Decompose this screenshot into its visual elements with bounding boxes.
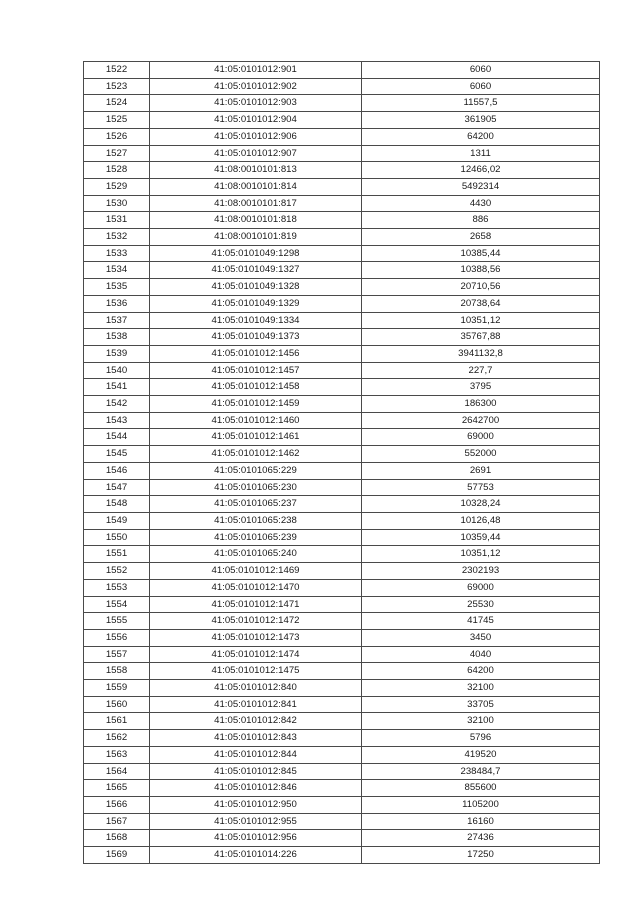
cadastral-number-cell: 41:05:0101012:1459 <box>150 396 362 413</box>
cadastral-number-cell: 41:05:0101065:237 <box>150 496 362 513</box>
value-cell: 186300 <box>362 396 600 413</box>
cadastral-number-cell: 41:05:0101012:1469 <box>150 563 362 580</box>
value-cell: 35767,88 <box>362 329 600 346</box>
value-cell: 25530 <box>362 596 600 613</box>
cadastral-number-cell: 41:05:0101012:955 <box>150 813 362 830</box>
row-number-cell: 1544 <box>84 429 150 446</box>
value-cell: 10359,44 <box>362 529 600 546</box>
value-cell: 2642700 <box>362 412 600 429</box>
cadastral-number-cell: 41:05:0101012:843 <box>150 730 362 747</box>
cadastral-table <box>83 61 600 864</box>
table-row <box>84 62 600 79</box>
value-cell: 361905 <box>362 112 600 129</box>
cadastral-number-cell: 41:05:0101012:904 <box>150 112 362 129</box>
row-number-cell: 1547 <box>84 479 150 496</box>
cadastral-number-cell: 41:05:0101012:903 <box>150 95 362 112</box>
row-number-cell: 1538 <box>84 329 150 346</box>
value-cell: 69000 <box>362 429 600 446</box>
row-number-cell: 1536 <box>84 295 150 312</box>
row-number-cell: 1529 <box>84 178 150 195</box>
table-row <box>84 446 600 463</box>
table-row <box>84 763 600 780</box>
row-number-cell: 1561 <box>84 713 150 730</box>
cadastral-number-cell: 41:05:0101012:1462 <box>150 446 362 463</box>
table-row <box>84 379 600 396</box>
row-number-cell: 1566 <box>84 796 150 813</box>
row-number-cell: 1559 <box>84 680 150 697</box>
row-number-cell: 1531 <box>84 212 150 229</box>
cadastral-number-cell: 41:05:0101012:1474 <box>150 646 362 663</box>
table-row <box>84 496 600 513</box>
cadastral-number-cell: 41:05:0101049:1328 <box>150 279 362 296</box>
value-cell: 57753 <box>362 479 600 496</box>
value-cell: 4430 <box>362 195 600 212</box>
value-cell: 3795 <box>362 379 600 396</box>
cadastral-number-cell: 41:05:0101012:1456 <box>150 345 362 362</box>
table-row <box>84 713 600 730</box>
row-number-cell: 1526 <box>84 128 150 145</box>
table-body <box>84 62 600 864</box>
row-number-cell: 1550 <box>84 529 150 546</box>
row-number-cell: 1546 <box>84 462 150 479</box>
value-cell: 20710,56 <box>362 279 600 296</box>
row-number-cell: 1555 <box>84 613 150 630</box>
table-row <box>84 830 600 847</box>
table-row <box>84 546 600 563</box>
row-number-cell: 1533 <box>84 245 150 262</box>
cadastral-number-cell: 41:05:0101012:840 <box>150 680 362 697</box>
row-number-cell: 1527 <box>84 145 150 162</box>
row-number-cell: 1530 <box>84 195 150 212</box>
value-cell: 6060 <box>362 78 600 95</box>
table-row <box>84 746 600 763</box>
cadastral-number-cell: 41:05:0101012:1470 <box>150 579 362 596</box>
cadastral-number-cell: 41:08:0010101:819 <box>150 229 362 246</box>
row-number-cell: 1563 <box>84 746 150 763</box>
table-row <box>84 78 600 95</box>
value-cell: 5492314 <box>362 178 600 195</box>
table-row <box>84 162 600 179</box>
table-row <box>84 529 600 546</box>
table-row <box>84 345 600 362</box>
value-cell: 5796 <box>362 730 600 747</box>
cadastral-number-cell: 41:05:0101065:239 <box>150 529 362 546</box>
table-row <box>84 730 600 747</box>
cadastral-number-cell: 41:05:0101012:906 <box>150 128 362 145</box>
table-row <box>84 780 600 797</box>
cadastral-number-cell: 41:05:0101012:1475 <box>150 663 362 680</box>
cadastral-number-cell: 41:05:0101012:956 <box>150 830 362 847</box>
row-number-cell: 1539 <box>84 345 150 362</box>
table-row <box>84 663 600 680</box>
row-number-cell: 1564 <box>84 763 150 780</box>
value-cell: 552000 <box>362 446 600 463</box>
value-cell: 10351,12 <box>362 546 600 563</box>
table-row <box>84 462 600 479</box>
table-row <box>84 512 600 529</box>
value-cell: 10388,56 <box>362 262 600 279</box>
value-cell: 32100 <box>362 680 600 697</box>
value-cell: 64200 <box>362 663 600 680</box>
table-row <box>84 613 600 630</box>
value-cell: 2691 <box>362 462 600 479</box>
table-row <box>84 596 600 613</box>
cadastral-number-cell: 41:05:0101049:1298 <box>150 245 362 262</box>
row-number-cell: 1567 <box>84 813 150 830</box>
table-row <box>84 646 600 663</box>
value-cell: 886 <box>362 212 600 229</box>
cadastral-number-cell: 41:05:0101012:845 <box>150 763 362 780</box>
row-number-cell: 1551 <box>84 546 150 563</box>
row-number-cell: 1549 <box>84 512 150 529</box>
cadastral-number-cell: 41:05:0101049:1334 <box>150 312 362 329</box>
table-row <box>84 680 600 697</box>
table-row <box>84 279 600 296</box>
value-cell: 3941132,8 <box>362 345 600 362</box>
table-row <box>84 212 600 229</box>
cadastral-number-cell: 41:08:0010101:818 <box>150 212 362 229</box>
value-cell: 17250 <box>362 847 600 864</box>
row-number-cell: 1556 <box>84 629 150 646</box>
cadastral-number-cell: 41:08:0010101:813 <box>150 162 362 179</box>
cadastral-number-cell: 41:05:0101012:1460 <box>150 412 362 429</box>
value-cell: 20738,64 <box>362 295 600 312</box>
value-cell: 16160 <box>362 813 600 830</box>
cadastral-number-cell: 41:05:0101065:229 <box>150 462 362 479</box>
table-row <box>84 696 600 713</box>
table-row <box>84 262 600 279</box>
cadastral-number-cell: 41:05:0101012:1471 <box>150 596 362 613</box>
row-number-cell: 1543 <box>84 412 150 429</box>
row-number-cell: 1528 <box>84 162 150 179</box>
table-row <box>84 629 600 646</box>
cadastral-number-cell: 41:05:0101012:846 <box>150 780 362 797</box>
cadastral-number-cell: 41:05:0101014:226 <box>150 847 362 864</box>
table-row <box>84 112 600 129</box>
cadastral-number-cell: 41:05:0101012:950 <box>150 796 362 813</box>
cadastral-number-cell: 41:05:0101012:1457 <box>150 362 362 379</box>
row-number-cell: 1558 <box>84 663 150 680</box>
cadastral-number-cell: 41:05:0101012:1458 <box>150 379 362 396</box>
row-number-cell: 1524 <box>84 95 150 112</box>
row-number-cell: 1535 <box>84 279 150 296</box>
table-row <box>84 295 600 312</box>
table-row <box>84 145 600 162</box>
value-cell: 1105200 <box>362 796 600 813</box>
row-number-cell: 1545 <box>84 446 150 463</box>
table-row <box>84 579 600 596</box>
row-number-cell: 1540 <box>84 362 150 379</box>
row-number-cell: 1525 <box>84 112 150 129</box>
value-cell: 855600 <box>362 780 600 797</box>
value-cell: 27436 <box>362 830 600 847</box>
table-row <box>84 128 600 145</box>
value-cell: 6060 <box>362 62 600 79</box>
table-row <box>84 813 600 830</box>
row-number-cell: 1542 <box>84 396 150 413</box>
table-row <box>84 195 600 212</box>
table-row <box>84 178 600 195</box>
cadastral-number-cell: 41:05:0101012:1473 <box>150 629 362 646</box>
cadastral-number-cell: 41:05:0101012:842 <box>150 713 362 730</box>
table-row <box>84 362 600 379</box>
value-cell: 419520 <box>362 746 600 763</box>
table-row <box>84 563 600 580</box>
value-cell: 2302193 <box>362 563 600 580</box>
row-number-cell: 1562 <box>84 730 150 747</box>
cadastral-number-cell: 41:05:0101049:1327 <box>150 262 362 279</box>
value-cell: 32100 <box>362 713 600 730</box>
cadastral-number-cell: 41:05:0101049:1373 <box>150 329 362 346</box>
cadastral-number-cell: 41:05:0101012:901 <box>150 62 362 79</box>
table-row <box>84 245 600 262</box>
table-row <box>84 429 600 446</box>
value-cell: 4040 <box>362 646 600 663</box>
cadastral-number-cell: 41:08:0010101:817 <box>150 195 362 212</box>
table-row <box>84 229 600 246</box>
value-cell: 33705 <box>362 696 600 713</box>
cadastral-number-cell: 41:05:0101012:1461 <box>150 429 362 446</box>
row-number-cell: 1552 <box>84 563 150 580</box>
table-row <box>84 396 600 413</box>
row-number-cell: 1537 <box>84 312 150 329</box>
value-cell: 10385,44 <box>362 245 600 262</box>
cadastral-number-cell: 41:05:0101049:1329 <box>150 295 362 312</box>
row-number-cell: 1565 <box>84 780 150 797</box>
row-number-cell: 1532 <box>84 229 150 246</box>
value-cell: 11557,5 <box>362 95 600 112</box>
table-row <box>84 847 600 864</box>
cadastral-number-cell: 41:05:0101012:907 <box>150 145 362 162</box>
value-cell: 41745 <box>362 613 600 630</box>
row-number-cell: 1548 <box>84 496 150 513</box>
cadastral-number-cell: 41:05:0101065:230 <box>150 479 362 496</box>
value-cell: 10328,24 <box>362 496 600 513</box>
cadastral-number-cell: 41:05:0101012:844 <box>150 746 362 763</box>
table-row <box>84 796 600 813</box>
value-cell: 10126,48 <box>362 512 600 529</box>
row-number-cell: 1568 <box>84 830 150 847</box>
cadastral-number-cell: 41:05:0101065:238 <box>150 512 362 529</box>
value-cell: 238484,7 <box>362 763 600 780</box>
value-cell: 2658 <box>362 229 600 246</box>
value-cell: 69000 <box>362 579 600 596</box>
row-number-cell: 1553 <box>84 579 150 596</box>
row-number-cell: 1569 <box>84 847 150 864</box>
value-cell: 3450 <box>362 629 600 646</box>
table-row <box>84 329 600 346</box>
cadastral-number-cell: 41:05:0101012:1472 <box>150 613 362 630</box>
value-cell: 10351,12 <box>362 312 600 329</box>
row-number-cell: 1557 <box>84 646 150 663</box>
value-cell: 227,7 <box>362 362 600 379</box>
row-number-cell: 1534 <box>84 262 150 279</box>
value-cell: 64200 <box>362 128 600 145</box>
cadastral-number-cell: 41:05:0101065:240 <box>150 546 362 563</box>
table-row <box>84 412 600 429</box>
cadastral-number-cell: 41:05:0101012:902 <box>150 78 362 95</box>
table-row <box>84 312 600 329</box>
row-number-cell: 1554 <box>84 596 150 613</box>
value-cell: 12466,02 <box>362 162 600 179</box>
table-row <box>84 95 600 112</box>
row-number-cell: 1523 <box>84 78 150 95</box>
row-number-cell: 1560 <box>84 696 150 713</box>
row-number-cell: 1522 <box>84 62 150 79</box>
cadastral-number-cell: 41:08:0010101:814 <box>150 178 362 195</box>
table-row <box>84 479 600 496</box>
cadastral-number-cell: 41:05:0101012:841 <box>150 696 362 713</box>
row-number-cell: 1541 <box>84 379 150 396</box>
value-cell: 1311 <box>362 145 600 162</box>
